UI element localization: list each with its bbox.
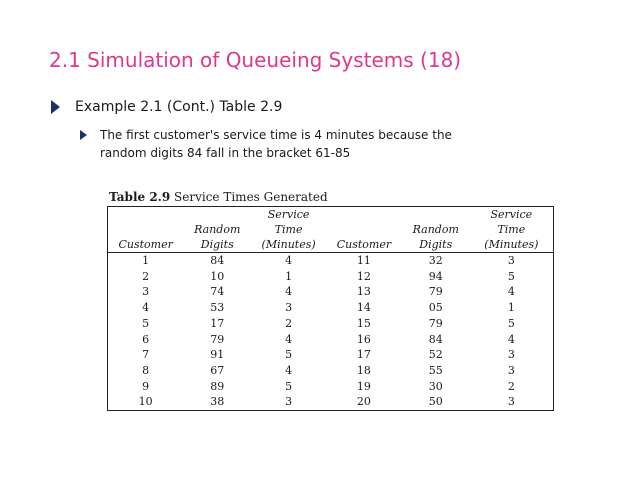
table-header — [108, 207, 554, 253]
table-row — [108, 332, 554, 348]
header-row — [108, 237, 554, 253]
table-cell: 3 — [142, 285, 150, 299]
table-cell: 4 — [142, 301, 150, 315]
header-cell: Service — [490, 208, 533, 221]
table-cell: 3 — [285, 395, 293, 409]
table-cell: 52 — [428, 348, 443, 362]
header-cell: Customer — [326, 237, 402, 253]
table-cell: 5 — [507, 316, 515, 330]
table-cell: 79 — [210, 332, 225, 346]
table-cell: 55 — [428, 363, 443, 377]
table-cell: 17 — [210, 316, 225, 330]
table-cell: 3 — [507, 348, 515, 362]
table-cell: 32 — [428, 254, 443, 267]
table-cell: 5 — [142, 316, 150, 330]
table-cell: 13 — [356, 285, 371, 299]
table-cell: 1 — [285, 269, 293, 283]
table-cell: 10 — [138, 395, 153, 409]
table-cell: 5 — [507, 269, 515, 283]
table-cell: 38 — [210, 395, 225, 409]
header-cell — [108, 207, 184, 223]
table-cell: 12 — [356, 269, 371, 283]
header-cell — [183, 207, 251, 223]
table-cell: 1 — [507, 301, 515, 315]
table-row — [108, 269, 554, 285]
table-cell: 4 — [285, 332, 293, 346]
header-cell: Time — [497, 223, 526, 236]
table-cell: 4 — [507, 285, 515, 299]
table-cell: 4 — [285, 363, 293, 377]
data-table — [107, 206, 554, 411]
table-cell: 53 — [210, 301, 225, 315]
header-cell — [326, 207, 402, 223]
table-cell: 67 — [210, 363, 225, 377]
header-cell — [402, 207, 470, 223]
table-row — [108, 300, 554, 316]
bullet-main — [51, 99, 282, 115]
table-cell: 4 — [285, 285, 293, 299]
header-cell: Digits — [402, 237, 470, 253]
header-cell: Service — [267, 208, 310, 221]
table-caption — [107, 190, 556, 204]
bullet-sub-text: The first customer's service time is 4 minutes because the random digits 84 fall in the bracket 61-85 — [100, 128, 452, 160]
header-cell: Digits — [183, 237, 251, 253]
table-cell: 4 — [507, 332, 515, 346]
table-cell: 14 — [356, 301, 371, 315]
table-cell: 1 — [142, 254, 150, 267]
table-cell: 50 — [428, 395, 443, 409]
table-cell: 11 — [356, 254, 371, 267]
table-cell: 17 — [356, 348, 371, 362]
bullet-sub — [80, 126, 480, 162]
table-cell: 5 — [285, 348, 293, 362]
table-cell: 2 — [507, 379, 515, 393]
header-cell — [108, 222, 184, 237]
header-cell: Random — [412, 223, 459, 236]
table-caption-label: Table 2.9 — [109, 190, 171, 204]
table-cell: 91 — [210, 348, 225, 362]
table-cell: 79 — [428, 285, 443, 299]
table-cell: 79 — [428, 316, 443, 330]
table-cell: 84 — [210, 254, 225, 267]
slide-title: 2.1 Simulation of Queueing Systems (18) — [49, 48, 462, 72]
header-cell: Random — [194, 223, 241, 236]
table-cell: 20 — [356, 395, 371, 409]
table-cell: 7 — [142, 348, 150, 362]
table-cell: 9 — [142, 379, 150, 393]
table-cell: 3 — [285, 301, 293, 315]
header-row — [108, 207, 554, 223]
table-cell: 84 — [428, 332, 443, 346]
table-body — [108, 253, 554, 411]
table-cell: 94 — [428, 269, 443, 283]
table-row — [108, 363, 554, 379]
table-cell: 10 — [210, 269, 225, 283]
service-times-table — [107, 190, 556, 411]
table-row — [108, 379, 554, 395]
table-row — [108, 253, 554, 269]
table-cell: 3 — [507, 254, 515, 267]
table-cell: 3 — [507, 363, 515, 377]
table-cell: 6 — [142, 332, 150, 346]
bullet-arrow-icon — [51, 100, 60, 114]
table-cell: 2 — [285, 316, 293, 330]
table-cell: 18 — [356, 363, 371, 377]
table-cell: 05 — [428, 301, 443, 315]
table-cell: 19 — [356, 379, 371, 393]
table-cell: 89 — [210, 379, 225, 393]
table-caption-title: Service Times Generated — [174, 190, 328, 204]
header-cell — [326, 222, 402, 237]
header-cell: Time — [274, 223, 303, 236]
table-row — [108, 347, 554, 363]
bullet-arrow-icon — [80, 130, 87, 140]
table-cell: 74 — [210, 285, 225, 299]
header-cell: (Minutes) — [470, 237, 554, 253]
table-cell: 15 — [356, 316, 371, 330]
table-cell: 30 — [428, 379, 443, 393]
header-row — [108, 222, 554, 237]
table-row — [108, 394, 554, 410]
table-row — [108, 316, 554, 332]
table-cell: 5 — [285, 379, 293, 393]
bullet-main-text: Example 2.1 (Cont.) Table 2.9 — [75, 99, 283, 115]
header-cell: Customer — [108, 237, 184, 253]
table-cell: 2 — [142, 269, 150, 283]
table-cell: 8 — [142, 363, 150, 377]
table-cell: 16 — [356, 332, 371, 346]
table-cell: 4 — [285, 254, 293, 267]
header-cell: (Minutes) — [251, 237, 326, 253]
table-cell: 3 — [507, 395, 515, 409]
table-row — [108, 284, 554, 300]
